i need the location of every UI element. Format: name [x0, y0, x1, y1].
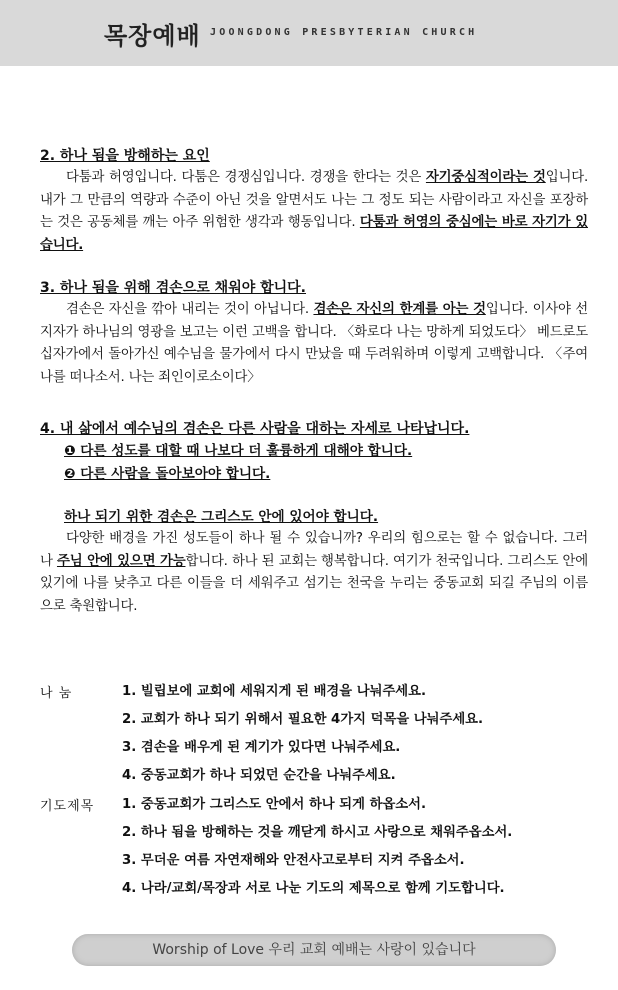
highlight-text: 겸손은 자신의 한계를 아는 것 [313, 302, 486, 317]
section-3-paragraph: 겸손은 자신을 깎아 내리는 것이 아닙니다. 겸손은 자신의 한계를 아는 것입니다. 이사야 선지자가 하나님의 영광을 보고는 이런 고백을 합니다. 〈화로다 나는 망하게 되었도다〉 베드로도 십자가에서 돌아가신 예수님을 물가에서 다시 만났을 때 두려워하며 이렇게 고백합니다. 〈주여 나를 떠나소서. 나는 죄인이로소이다〉 [40, 302, 588, 385]
list-item: 1. 빌립보에 교회에 세워지게 된 배경을 나눠주세요. [122, 684, 427, 699]
section-2-title: 2. 하나 됨을 방해하는 요인 [40, 148, 210, 164]
footer-banner: Worship of Love 우리 교회 예배는 사랑이 있습니다 [72, 934, 556, 966]
sermon-content [40, 145, 588, 618]
prayer-list [122, 791, 600, 903]
highlight-text: 자기중심적이라는 것 [425, 170, 546, 185]
section-4-paragraph: 다양한 배경을 가진 성도들이 하나 될 수 있습니까? 우리의 힘으로는 할 수 없습니다. 그러나 주님 안에 있으면 가능합니다. 하나 된 교회는 행복합니다. 여기가 천국입니다. 그리스도 안에 있기에 나를 낮추고 다른 이들을 더 세워주고 섬기는 천국을 누리는 중동교회 되길 주님의 이름으로 축원합니다. [40, 531, 588, 614]
sharing-list [122, 678, 600, 790]
section-4-bullet-2: ❷ 다른 사람을 돌아보아야 합니다. [64, 466, 271, 482]
sharing-label: 나 눔 [40, 686, 73, 701]
list-item: 3. 무더운 여름 자연재해와 안전사고로부터 지켜 주옵소서. [122, 853, 465, 868]
section-4-subtitle: 하나 되기 위한 겸손은 그리스도 안에 있어야 합니다. [64, 509, 379, 525]
list-item: 2. 교회가 하나 되기 위해서 필요한 4가지 덕목을 나눠주세요. [122, 712, 484, 727]
list-item: 4. 나라/교회/목장과 서로 나눈 기도의 제목으로 함께 기도합니다. [122, 881, 505, 896]
highlight-text: 다툼과 허영의 중심에는 바로 자기가 있습니다. [40, 215, 588, 253]
prayer-topics [40, 791, 600, 903]
prayer-label: 기도제목 [40, 799, 95, 814]
header-banner [0, 0, 618, 66]
sharing-questions [40, 678, 600, 790]
church-name: JOONGDONG PRESBYTERIAN CHURCH [210, 27, 478, 38]
list-item: 4. 중동교회가 하나 되었던 순간을 나눠주세요. [122, 768, 396, 783]
section-3-title: 3. 하나 됨을 위해 겸손으로 채워야 합니다. [40, 280, 307, 296]
list-item: 1. 중동교회가 그리스도 안에서 하나 되게 하옵소서. [122, 797, 427, 812]
list-item: 3. 겸손을 배우게 된 계기가 있다면 나눠주세요. [122, 740, 401, 755]
section-4-title: 4. 내 삶에서 예수님의 겸손은 다른 사람을 대하는 자세로 나타납니다. [40, 421, 470, 437]
section-2-paragraph: 다툼과 허영입니다. 다툼은 경쟁심입니다. 경쟁을 한다는 것은 자기중심적이라는 것입니다. 내가 그 만큼의 역량과 수준이 아닌 것을 알면서도 나는 그 정도 되는 사람이라고 자신을 포장하는 것은 공동체를 깨는 아주 위험한 생각과 행동입니다. 다툼과 허영의 중심에는 바로 자기가 있습니다. [40, 170, 588, 253]
section-4-bullet-1: ❶ 다른 성도를 대할 때 나보다 더 훌륭하게 대해야 합니다. [64, 443, 413, 459]
list-item: 2. 하나 됨을 방해하는 것을 깨닫게 하시고 사랑으로 채워주옵소서. [122, 825, 513, 840]
highlight-text: 주님 안에 있으면 가능 [56, 553, 186, 569]
page-title: 목장예배 [104, 22, 201, 50]
